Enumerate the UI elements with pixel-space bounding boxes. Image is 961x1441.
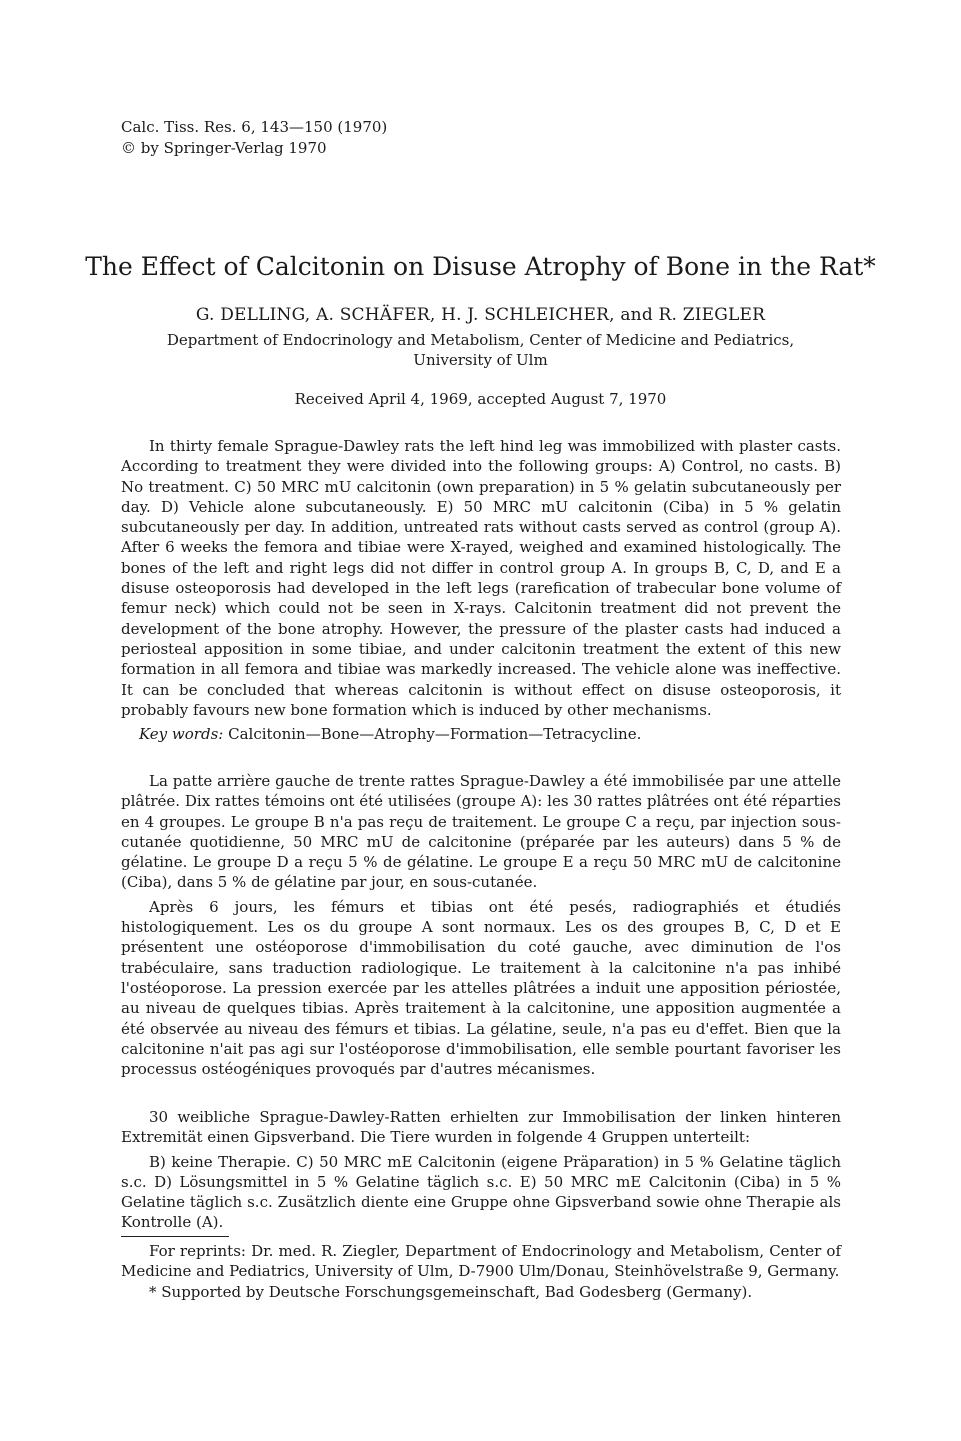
abstract-french-paragraph-2: Après 6 jours, les fémurs et tibias ont été pesés, radiographiés et étudiés histologiquement. Les os du groupe A sont normaux. Les os des groupes B, C, D et E présentent une ostéoporose d'immobilisation du coté gauche, avec diminution de l'os trabéculaire, sans traduction radiologique. Le traitement à la calcitonine n'a pas inhibé l'ostéoporose. La pression exercée par les attelles plâtrées a induit une apposition périostée, au niveau de quelques tibias. Après traitement à la calcitonine, une apposition augmentée a été observée au niveau des fémurs et tibias. La gélatine, seule, n'a pas eu d'effet. Bien que la calcitonine n'ait pas agi sur l'ostéoporose d'immobilisation, elle semble pourtant favoriser les processus ostéogéniques provoqués par d'autres mécanismes. [121,897,841,1079]
paper-title: The Effect of Calcitonin on Disuse Atrophy of Bone in the Rat* [85,252,876,281]
abstract-english-text: In thirty female Sprague-Dawley rats the left hind leg was immobilized with plaster casts. According to treatment they were divided into the following groups: A) Control, no casts. B) No treatment. C) 50 MRC mU calcitonin (own preparation) in 5 % gelatin subcutaneously per day. D) Vehicle alone subcutaneously. E) 50 MRC mU calcitonin (Ciba) in 5 % gelatin subcutaneously per day. In addition, untreated rats without casts served as control (group A). After 6 weeks the femora and tibiae were X-rayed, weighed and examined histologically. The bones of the left and right legs did not differ in control group A. In groups B, C, D, and E a disuse osteoporosis had developed in the left legs (rarefication of trabecular bone volume of femur neck) which could not be seen in X-rays. Calcitonin treatment did not prevent the development of the bone atrophy. However, the pressure of the plaster casts had induced a periosteal apposition in some tibiae, and under calcitonin treatment the extent of this new formation in all femora and tibiae was markedly increased. The vehicle alone was ineffective. It can be concluded that whereas calcitonin is without effect on disuse osteoporosis, it probably favours new bone formation which is induced by other mechanisms. [121,437,841,719]
footnote-support: * Supported by Deutsche Forschungsgemeinschaft, Bad Godesberg (Germany). [149,1282,753,1301]
footnote-reprints: For reprints: Dr. med. R. Ziegler, Department of Endocrinology and Metabolism, Center of Medicine and Pediatrics, University of Ulm, D-7900 Ulm/Donau, Steinhövelstraße 9, Germany. [121,1242,841,1281]
abstract-french-paragraph-1: La patte arrière gauche de trente rattes Sprague-Dawley a été immobilisée par une attelle plâtrée. Dix rattes témoins ont été utilisées (groupe A): les 30 rattes plâtrées ont été réparties en 4 groupes. Le groupe B n'a pas reçu de traitement. Le groupe C a reçu, par injection sous-cutanée quotidienne, 50 MRC mU de calcitonine (préparée par les auteurs) dans 5 % de gélatine. Le groupe D a reçu 5 % de gélatine. Le groupe E a reçu 50 MRC mU de calcitonine (Ciba), dans 5 % de gélatine par jour, en sous-cutanée. [121,772,841,892]
keywords [121,724,841,744]
keywords-list: Calcitonin—Bone—Atrophy—Formation—Tetracycline. [228,725,642,744]
abstract-german [121,1107,841,1237]
affiliation-line-1: Department of Endocrinology and Metabolism, Center of Medicine and Pediatrics, [166,331,795,349]
affiliation [150,330,811,370]
author-list: G. DELLING, A. SCHÄFER, H. J. SCHLEICHER, and R. ZIEGLER [195,305,766,325]
abstract-german-paragraph-2: B) keine Therapie. C) 50 MRC mE Calcitonin (eigene Präparation) in 5 % Gelatine täglich s.c. D) Lösungsmittel in 5 % Gelatine täglich s.c. E) 50 MRC mE Calcitonin (Ciba) in 5 % Gelatine täglich s.c. Zusätzlich diente eine Gruppe ohne Gipsverband sowie ohne Therapie als Kontrolle (A). [121,1152,841,1232]
abstract-english [121,436,841,748]
abstract-french [121,771,841,1083]
footnote-divider [121,1236,229,1237]
keywords-label: Key words: [139,725,224,744]
abstract-german-paragraph-1: 30 weibliche Sprague-Dawley-Ratten erhielten zur Immobilisation der linken hinteren Extremität einen Gipsverband. Die Tiere wurden in folgende 4 Gruppen unterteilt: [121,1108,841,1147]
affiliation-line-2: University of Ulm [413,351,548,369]
journal-copyright: © by Springer-Verlag 1970 [121,139,327,157]
footnotes [121,1241,841,1302]
received-date: Received April 4, 1969, accepted August 7, 1970 [294,390,667,408]
journal-citation: Calc. Tiss. Res. 6, 143—150 (1970) [121,118,388,136]
journal-header [121,117,387,159]
